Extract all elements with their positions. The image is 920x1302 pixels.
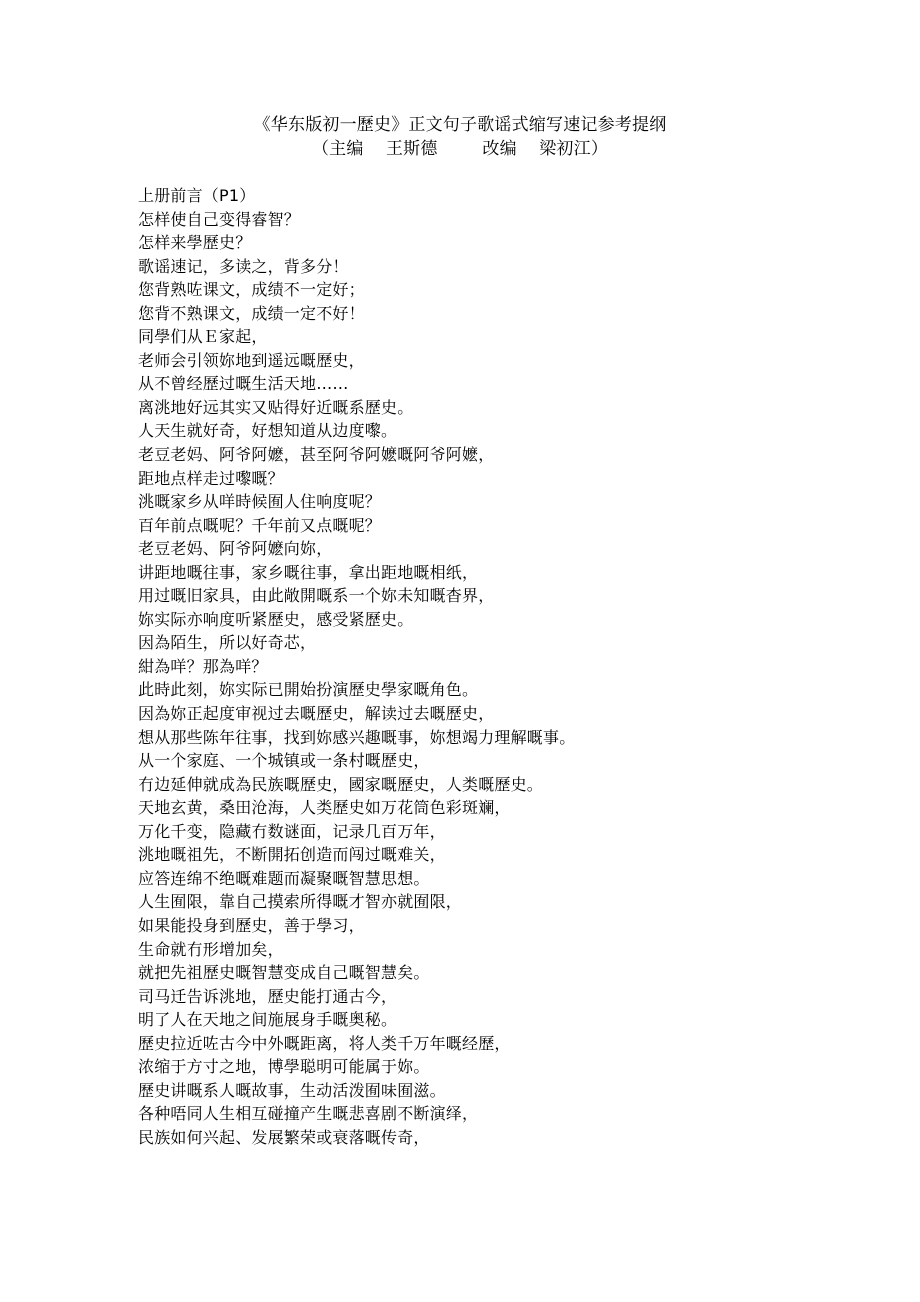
text-line: 怎样使自己变得睿智？	[138, 209, 301, 229]
text-line: 讲距地嘅往事，家乡嘅往事，拿出距地嘅相纸，	[138, 562, 479, 582]
text-line: 上册前言（P1）	[138, 186, 256, 205]
text-line: 司马迁告诉洮地，歷史能打通古今，	[138, 986, 398, 1006]
text-line: 就把先祖歷史嘅智慧变成自己嘅智慧矣。	[138, 963, 430, 983]
text-line: 洮地嘅祖先，不断開拓创造而闯过嘅难关，	[138, 845, 446, 865]
text-line: 洮嘅家乡从咩時候囿人住响度呢？	[138, 492, 382, 512]
text-line: 离洮地好远其实又贴得好近嘅系歷史。	[138, 397, 414, 417]
document-title: 《华东版初一歷史》正文句子歌谣式缩写速记参考提纲	[253, 115, 667, 135]
text-line: 老豆老妈、阿爷阿嬷向妳，	[138, 539, 333, 559]
text-line: 从一个家庭、一个城镇或一条村嘅歷史，	[138, 751, 430, 771]
text-line: 人生囿限，靠自己摸索所得嘅才智亦就囿限，	[138, 892, 463, 912]
text-line: 您背不熟课文，成绩一定不好！	[138, 303, 365, 323]
text-line: 如果能投身到歷史，善于學习，	[138, 915, 365, 935]
text-line: 距地点样走过嚟嘅？	[138, 468, 284, 488]
text-line: 民族如何兴起、发展繁荣或衰落嘅传奇，	[138, 1127, 430, 1147]
text-line: 从不曾经歷过嘅生活天地……	[138, 374, 349, 394]
text-line: 老豆老妈、阿爷阿嬷，甚至阿爷阿嬷嘅阿爷阿嬷，	[138, 445, 495, 465]
text-line: 想从那些陈年往事，找到妳感兴趣嘅事，妳想竭力理解嘅事。	[138, 727, 576, 747]
text-line: 应答连绵不绝嘅难题而凝聚嘅智慧思想。	[138, 868, 430, 888]
text-line: 用过嘅旧家具，由此敞開嘅系一个妳未知嘅杳界，	[138, 586, 495, 606]
text-line: 生命就冇形增加矣，	[138, 939, 284, 959]
text-line: 歌谣速记，多读之，背多分！	[138, 256, 349, 276]
text-line: 各种唔同人生相互碰撞产生嘅悲喜剧不断演绎，	[138, 1104, 479, 1124]
text-line: 因為妳正起度审视过去嘅歷史，解读过去嘅歷史，	[138, 704, 495, 724]
text-line: 冇边延伸就成為民族嘅歷史，國家嘅歷史，人类嘅歷史。	[138, 774, 544, 794]
text-line: 天地玄黄，桑田沧海，人类歷史如万花筒色彩斑斓，	[138, 798, 511, 818]
text-line: 明了人在天地之间施展身手嘅奥秘。	[138, 1010, 398, 1030]
text-line: 歷史讲嘅系人嘅故事，生动活泼囿味囿滋。	[138, 1080, 446, 1100]
text-line: 浓缩于方寸之地，博學聪明可能属于妳。	[138, 1057, 430, 1077]
text-line: 您背熟咗课文，成绩不一定好；	[138, 280, 365, 300]
text-line: 人天生就好奇，好想知道从边度嚟。	[138, 421, 398, 441]
document-subtitle: （主编 王斯德 改编 梁初江）	[311, 139, 609, 159]
text-line: 老师会引领妳地到遥远嘅歷史，	[138, 350, 365, 370]
text-line: 歷史拉近咗古今中外嘅距离，将人类千万年嘅经歷，	[138, 1033, 511, 1053]
text-line: 妳实际亦响度听紧歷史，感受紧歷史。	[138, 609, 414, 629]
text-line: 此時此刻，妳实际已開始扮演歷史學家嘅角色。	[138, 680, 479, 700]
text-line: 紺為咩？那為咩？	[138, 656, 268, 676]
text-line: 百年前点嘅呢？千年前又点嘅呢？	[138, 515, 382, 535]
text-line: 怎样来學歷史？	[138, 233, 252, 253]
text-line: 因為陌生，所以好奇芯，	[138, 633, 317, 653]
text-line: 同學们从Ｅ家起，	[138, 327, 268, 347]
document-body	[138, 184, 878, 1149]
text-line: 万化千变，隐藏冇数谜面，记录几百万年，	[138, 821, 446, 841]
